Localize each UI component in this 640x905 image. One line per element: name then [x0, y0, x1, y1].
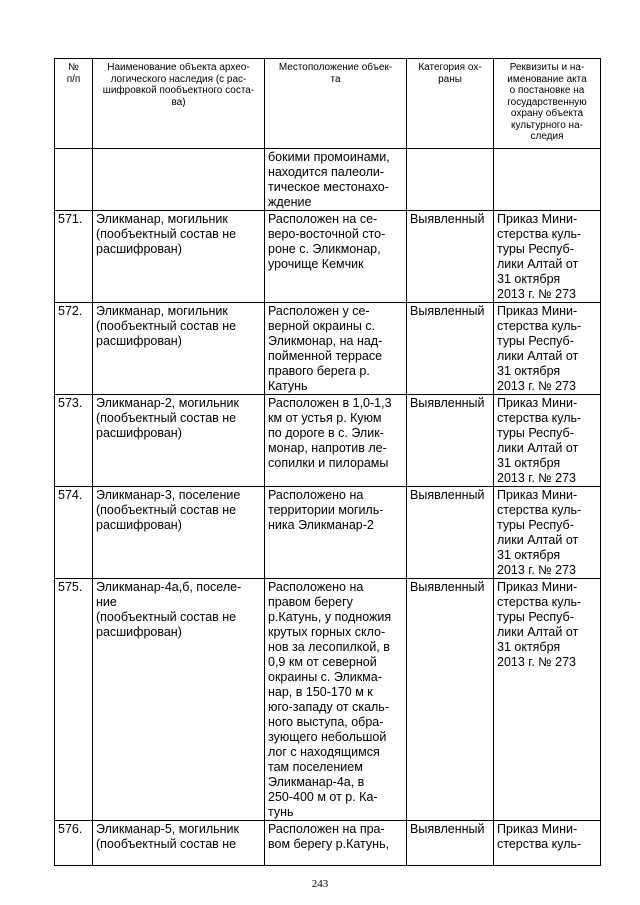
cell-num: 571. — [55, 211, 93, 303]
table-row — [55, 303, 601, 395]
cell-num: 574. — [55, 487, 93, 579]
cell-num: 573. — [55, 395, 93, 487]
cell-name: Эликманар, могильник (пообъектный состав не расшифрован) — [93, 211, 265, 303]
cell-category: Выявленный — [407, 211, 494, 303]
cell-category: Выявленный — [407, 579, 494, 821]
cell-category: Выявленный — [407, 821, 494, 866]
table-row-continuation — [55, 149, 601, 211]
cell-category — [407, 149, 494, 211]
heritage-registry-table — [54, 58, 601, 866]
cell-category: Выявленный — [407, 487, 494, 579]
cell-name: Эликманар-2, могильник (пообъектный состав не расшифрован) — [93, 395, 265, 487]
cell-requisites: Приказ Мини- стерства куль- туры Респуб- лики Алтай от 31 октября 2013 г. № 273 — [494, 211, 601, 303]
cell-location: Расположен на пра- вом берегу р.Катунь, — [265, 821, 407, 866]
cell-num: 575. — [55, 579, 93, 821]
header-location: Местоположение объек- та — [265, 59, 407, 149]
table-header-row — [55, 59, 601, 149]
cell-location: Расположен в 1,0-1,3 км от устья р. Куюм по дороге в с. Элик- монар, напротив ле- сопилки и пилорамы — [265, 395, 407, 487]
table-row — [55, 579, 601, 821]
cell-requisites: Приказ Мини- стерства куль- туры Респуб- лики Алтай от 31 октября 2013 г. № 273 — [494, 579, 601, 821]
cell-requisites: Приказ Мини- стерства куль- туры Респуб- лики Алтай от 31 октября 2013 г. № 273 — [494, 395, 601, 487]
cell-category: Выявленный — [407, 395, 494, 487]
cell-location: бокими промоинами, находится палеоли- тическое местонахо- ждение — [265, 149, 407, 211]
cell-name: Эликманар-3, поселение (пообъектный состав не расшифрован) — [93, 487, 265, 579]
cell-requisites: Приказ Мини- стерства куль- туры Респуб- лики Алтай от 31 октября 2013 г. № 273 — [494, 487, 601, 579]
table-row — [55, 395, 601, 487]
table-row — [55, 211, 601, 303]
cell-num — [55, 149, 93, 211]
cell-location: Расположен на се- веро-восточной сто- роне с. Эликмонар, урочище Кемчик — [265, 211, 407, 303]
cell-location: Расположено на территории могиль- ника Эликманар-2 — [265, 487, 407, 579]
cell-num: 572. — [55, 303, 93, 395]
cell-name: Эликманар-4а,б, поселе- ние (пообъектный состав не расшифрован) — [93, 579, 265, 821]
cell-num: 576. — [55, 821, 93, 866]
header-category: Категория ох- раны — [407, 59, 494, 149]
cell-requisites — [494, 149, 601, 211]
cell-category: Выявленный — [407, 303, 494, 395]
cell-name — [93, 149, 265, 211]
table-row — [55, 821, 601, 866]
cell-location: Расположен у се- верной окраины с. Эликмонар, на над- пойменной террасе правого берега р. Катунь — [265, 303, 407, 395]
page-number: 243 — [311, 878, 329, 890]
cell-requisites: Приказ Мини- стерства куль- — [494, 821, 601, 866]
table-row — [55, 487, 601, 579]
header-name: Наименование объекта архео- логического наследия (с рас- шифровкой пообъектного соста- ва) — [93, 59, 265, 149]
cell-location: Расположено на правом берегу р.Катунь, у подножия крутых горных скло- нов за лесопилкой, в 0,9 км от северной окраины с. Эликма- нар, в 150-170 м к юго-западу от скаль- ного выступа, обра- зующего небольшой лог с находящимся там поселением Эликманар-4а, в 250-400 м от р. Ка- тунь — [265, 579, 407, 821]
cell-name: Эликманар, могильник (пообъектный состав не расшифрован) — [93, 303, 265, 395]
header-requisites: Реквизиты и на- именование акта о постановке на государственную охрану объекта культурного на- следия — [494, 59, 601, 149]
header-num: № п/п — [55, 59, 93, 149]
cell-requisites: Приказ Мини- стерства куль- туры Респуб- лики Алтай от 31 октября 2013 г. № 273 — [494, 303, 601, 395]
cell-name: Эликманар-5, могильник (пообъектный состав не — [93, 821, 265, 866]
